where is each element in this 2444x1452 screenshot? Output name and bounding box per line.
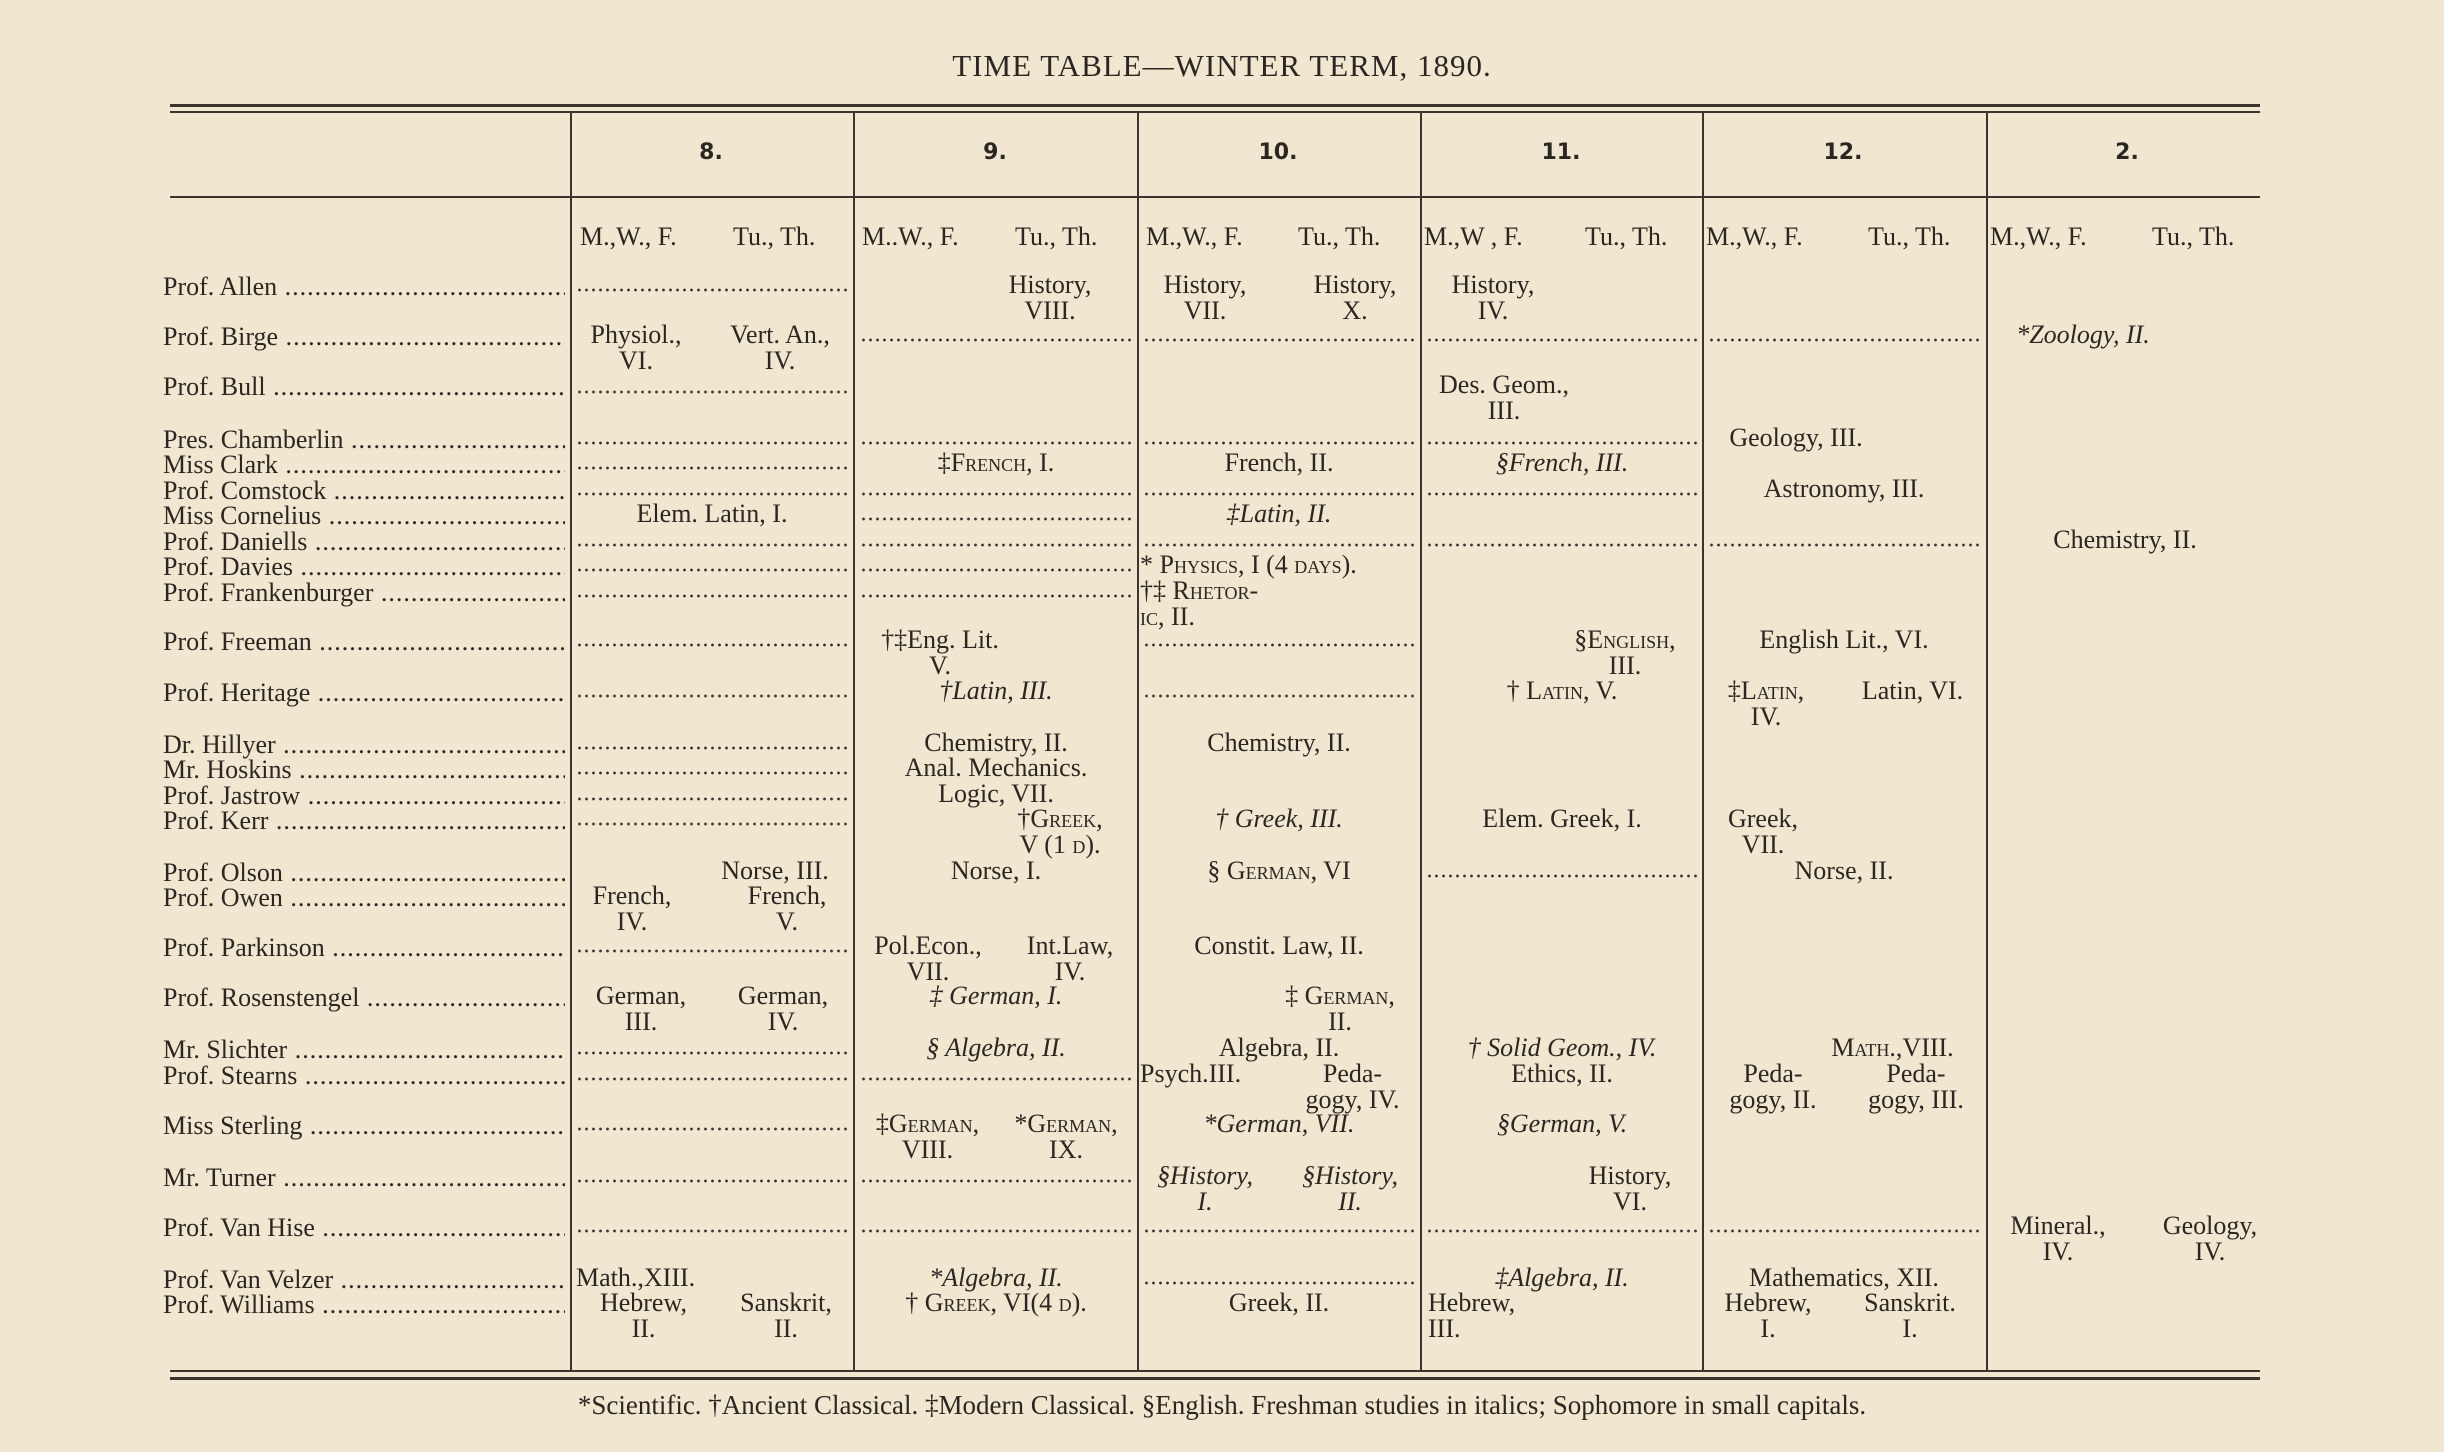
course-cell: §English, III. [1574,625,1676,680]
empty-slot [576,1127,848,1131]
top-rule [170,104,2260,107]
footnote-legend: *Scientific. †Ancient Classical. ‡Modern Classical. §English. Freshman studies in italics; Sophomore in small capitals. [577,1390,1867,1420]
course-cell: Physiol., VI. [590,320,682,375]
course-cell: §History, I. [1156,1161,1254,1216]
empty-slot [576,746,848,750]
empty-slot [1143,543,1415,547]
days-tuth: Tu., Th. [733,222,816,251]
empty-slot [860,1077,1132,1081]
days-mwf: M.,W., F. [1706,222,1803,251]
hour-header: 10. [1258,140,1298,165]
days-tuth: Tu., Th. [1868,222,1951,251]
page-title: TIME TABLE—WINTER TERM, 1890. [952,48,1492,83]
empty-slot [576,441,848,445]
course-cell: Norse, III. [721,856,829,885]
course-cell: Pol.Econ., VII. [874,931,982,986]
course-cell: Chemistry, II. [1207,728,1351,757]
empty-slot [1143,338,1415,342]
course-cell: Chemistry, II. [2053,525,2197,554]
instructor-name: Prof. Parkinson ..... [163,933,565,963]
empty-slot [1708,338,1980,342]
course-cell: Constit. Law, II. [1194,931,1364,960]
hour-header: 11. [1541,140,1581,165]
course-cell: Des. Geom., III. [1439,370,1569,425]
days-tuth: Tu., Th. [1585,222,1668,251]
instructor-name: Dr. Hillyer ..... [163,730,565,760]
course-cell: French, IV. [592,881,672,936]
course-cell: Norse, I. [950,856,1042,885]
course-cell: Latin, VI. [1861,676,1964,705]
empty-slot [1708,543,1980,547]
course-cell: § Algebra, II. [926,1033,1066,1062]
instructor-name: Prof. Heritage ..... [163,678,565,708]
course-cell: Chemistry, II. [924,728,1068,757]
course-cell: Hebrew, I. [1724,1288,1812,1343]
course-cell: History, VII. [1163,270,1247,325]
course-cell: Anal. Mechanics. [904,753,1088,782]
instructor-name: Prof. Davies ..... [163,552,565,582]
empty-slot [576,643,848,647]
course-cell: German, IV. [737,981,829,1036]
instructor-name: Prof. Van Hise ..... [163,1213,565,1243]
course-cell: *Algebra, II. [929,1263,1063,1292]
empty-slot [576,949,848,953]
course-cell: *Zoology, II. [2016,320,2150,349]
empty-slot [860,338,1132,342]
empty-slot [576,543,848,547]
top-rule-thin [170,111,2260,113]
course-cell: Geology, IV. [2162,1211,2258,1266]
divider-3 [1137,113,1139,1370]
empty-slot [860,1179,1132,1183]
empty-slot [576,1229,848,1233]
instructor-name: Prof. Daniells ..... [163,527,565,557]
instructor-name: Mr. Slichter ..... [163,1035,565,1065]
course-cell: Ethics, II. [1511,1059,1613,1088]
course-cell: Int.Law, IV. [1026,931,1114,986]
instructor-name: Prof. Van Velzer ..... [163,1265,565,1295]
instructor-name: Prof. Stearns ..... [163,1061,565,1091]
instructor-name: Pres. Chamberlin ..... [163,425,565,455]
days-tuth: Tu., Th. [1015,222,1098,251]
empty-slot [1143,694,1415,698]
course-cell: ‡ German, I. [929,981,1063,1010]
course-cell: German, III. [595,981,687,1036]
course-cell: ‡French, I. [937,448,1055,477]
course-cell: Geology, III. [1729,423,1863,452]
empty-slot [860,441,1132,445]
instructor-name: Prof. Bull ..... [163,372,565,402]
empty-slot [576,1051,848,1055]
course-cell: †Greek, V (1 d). [1017,804,1103,859]
course-cell: † Greek, VI(4 d). [905,1288,1087,1317]
course-cell: †Latin, III. [939,676,1053,705]
instructor-name: Prof. Comstock ..... [163,476,565,506]
instructor-name: Prof. Owen ..... [163,883,565,913]
empty-slot [576,694,848,698]
instructor-name: Prof. Kerr ..... [163,806,565,836]
course-cell: † Latin, V. [1506,676,1618,705]
days-mwf: M.,W., F. [580,222,677,251]
course-cell: ‡Algebra, II. [1495,1263,1629,1292]
empty-slot [576,568,848,572]
course-cell: *German, IX. [1014,1109,1118,1164]
course-cell: Hebrew, III. [1428,1288,1516,1343]
hour-header: 12. [1823,140,1863,165]
empty-slot [576,1179,848,1183]
header-rule [170,196,2260,198]
course-cell: Greek, VII. [1727,804,1798,859]
instructor-name: Mr. Hoskins ..... [163,755,565,785]
hour-header: 8. [699,140,723,165]
empty-slot [576,822,848,826]
course-cell: Algebra, II. [1218,1033,1340,1062]
instructor-name: Prof. Williams ..... [163,1290,565,1320]
bottom-rule [170,1370,2260,1372]
course-cell: Mineral., IV. [2010,1211,2106,1266]
empty-slot [1143,441,1415,445]
empty-slot [1426,1229,1698,1233]
course-cell: History, X. [1313,270,1397,325]
course-cell: History, VI. [1588,1161,1672,1216]
days-tuth: Tu., Th. [2152,222,2235,251]
course-cell: Sanskrit, II. [740,1288,832,1343]
course-cell: Logic, VII. [938,779,1054,808]
days-mwf: M.,W., F. [1146,222,1243,251]
days-mwf: M.,W., F. [1990,222,2087,251]
empty-slot [1143,1229,1415,1233]
course-cell: † Greek, III. [1215,804,1343,833]
course-cell: ‡German, VIII. [875,1109,980,1164]
empty-slot [576,797,848,801]
empty-slot [576,1077,848,1081]
empty-slot [1426,338,1698,342]
instructor-name: Miss Clark ..... [163,450,565,480]
bottom-rule-thick [170,1377,2260,1380]
empty-slot [576,288,848,292]
instructor-name: Prof. Freeman ..... [163,627,565,657]
empty-slot [576,771,848,775]
empty-slot [1426,492,1698,496]
empty-slot [860,568,1132,572]
course-cell: Norse, II. [1794,856,1894,885]
instructor-name: Miss Cornelius ..... [163,501,565,531]
course-cell: Math.,XIII. [576,1263,696,1292]
empty-slot [1426,874,1698,878]
course-cell: Peda- gogy, III. [1868,1059,1964,1114]
instructor-name: Prof. Allen ..... [163,272,565,302]
course-cell: Vert. An., IV. [730,320,830,375]
course-cell: § German, VI [1207,856,1351,885]
course-cell: ‡ German, II. [1285,981,1395,1036]
course-cell: §French, III. [1495,448,1629,477]
course-cell: §History, II. [1301,1161,1399,1216]
divider-1 [570,113,572,1370]
course-cell: †‡Eng. Lit. V. [881,625,999,680]
divider-6 [1986,113,1988,1370]
course-cell: Elem. Latin, I. [636,499,788,528]
course-cell: History, VIII. [1008,270,1092,325]
days-mwf: M.,W , F. [1424,222,1523,251]
days-mwf: M..W., F. [862,222,959,251]
course-cell: Math.,VIII. [1831,1033,1954,1062]
course-cell: Greek, II. [1228,1288,1330,1317]
instructor-name: Prof. Rosenstengel ..... [163,983,565,1013]
days-tuth: Tu., Th. [1298,222,1381,251]
empty-slot [860,594,1132,598]
divider-2 [853,113,855,1370]
empty-slot [1143,492,1415,496]
empty-slot [1426,543,1698,547]
course-cell: † Solid Geom., IV. [1467,1033,1657,1062]
empty-slot [576,466,848,470]
empty-slot [860,517,1132,521]
course-cell: ‡Latin, IV. [1727,676,1805,731]
course-cell: * Physics, I (4 days). [1140,550,1357,579]
empty-slot [1708,1229,1980,1233]
course-cell: Hebrew, II. [599,1288,688,1343]
empty-slot [1143,643,1415,647]
instructor-name: Prof. Jastrow ..... [163,781,565,811]
instructor-name: Prof. Frankenburger ..... [163,578,565,608]
course-cell: *German, VII. [1203,1109,1355,1138]
instructor-name: Mr. Turner ..... [163,1163,565,1193]
empty-slot [1143,1281,1415,1285]
course-cell: ‡Latin, II. [1226,499,1332,528]
course-cell: French, II. [1224,448,1334,477]
course-cell: History, IV. [1451,270,1535,325]
empty-slot [576,492,848,496]
course-cell: †‡ Rhetor- ic, II. [1140,576,1259,631]
empty-slot [1426,441,1698,445]
course-cell: Astronomy, III. [1763,474,1925,503]
instructor-name: Prof. Birge ..... [163,322,565,352]
hour-header: 9. [983,140,1007,165]
empty-slot [576,390,848,394]
course-cell: Sanskrit. I. [1864,1288,1956,1343]
course-cell: Peda- gogy, II. [1729,1059,1817,1114]
empty-slot [576,594,848,598]
instructor-name: Prof. Olson ..... [163,858,565,888]
course-cell: French, V. [747,881,827,936]
course-cell: Mathematics, XII. [1749,1263,1939,1292]
divider-5 [1702,113,1704,1370]
instructor-name: Miss Sterling ..... [163,1111,565,1141]
course-cell: §German, V. [1496,1109,1628,1138]
course-cell: English Lit., VI. [1759,625,1929,654]
hour-header: 2. [2115,140,2139,165]
course-cell: Peda- gogy, IV. [1305,1059,1400,1114]
empty-slot [860,1229,1132,1233]
empty-slot [860,492,1132,496]
empty-slot [860,543,1132,547]
course-cell: Psych.III. [1140,1059,1242,1088]
course-cell: Elem. Greek, I. [1482,804,1642,833]
